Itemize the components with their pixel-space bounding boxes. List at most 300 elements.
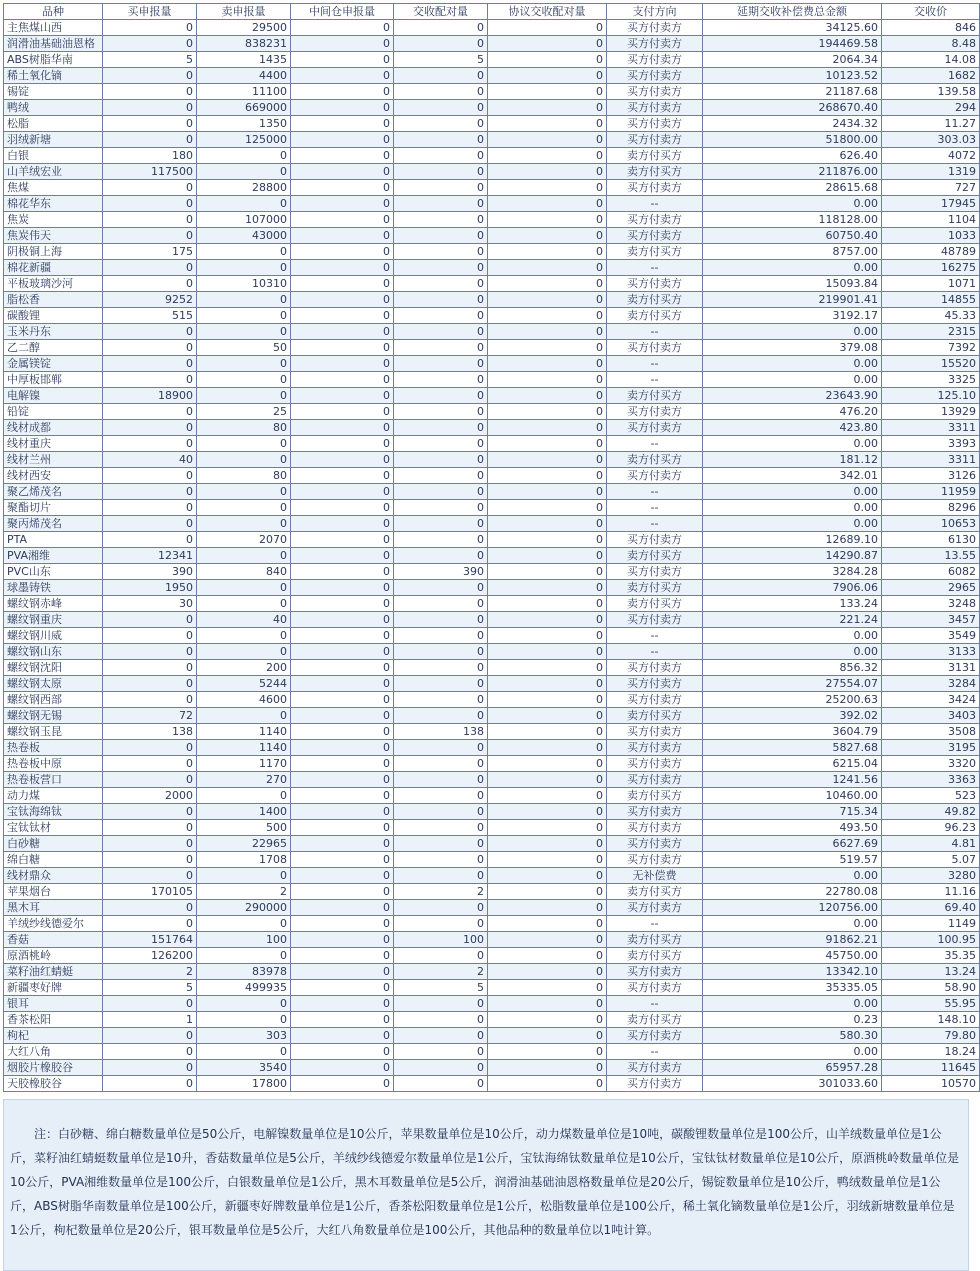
cell-matched-qty: 0	[394, 1012, 488, 1028]
cell-sell-qty: 200	[197, 660, 291, 676]
cell-pay-direction: --	[607, 372, 703, 388]
cell-delivery-price: 727	[882, 180, 980, 196]
cell-variety: 棉花华东	[4, 196, 103, 212]
cell-sell-qty: 0	[197, 996, 291, 1012]
cell-sell-qty: 0	[197, 244, 291, 260]
cell-variety: 白银	[4, 148, 103, 164]
cell-pay-direction: --	[607, 1044, 703, 1060]
cell-sell-qty: 0	[197, 260, 291, 276]
cell-agreement-matched-qty: 0	[488, 964, 607, 980]
cell-pay-direction: 买方付卖方	[607, 900, 703, 916]
cell-pay-direction: --	[607, 628, 703, 644]
cell-sell-qty: 107000	[197, 212, 291, 228]
cell-pay-direction: 买方付卖方	[607, 820, 703, 836]
cell-sell-qty: 1350	[197, 116, 291, 132]
cell-buy-qty: 0	[103, 372, 197, 388]
cell-sell-qty: 0	[197, 484, 291, 500]
cell-pay-direction: 卖方付买方	[607, 884, 703, 900]
cell-compensation-total: 715.34	[703, 804, 882, 820]
cell-matched-qty: 0	[394, 356, 488, 372]
cell-sell-qty: 2070	[197, 532, 291, 548]
cell-buy-qty: 0	[103, 996, 197, 1012]
cell-middle-qty: 0	[291, 756, 394, 772]
cell-buy-qty: 0	[103, 644, 197, 660]
table-row	[4, 484, 980, 500]
cell-buy-qty: 117500	[103, 164, 197, 180]
cell-delivery-price: 13929	[882, 404, 980, 420]
cell-delivery-price: 17945	[882, 196, 980, 212]
table-row	[4, 52, 980, 68]
cell-buy-qty: 151764	[103, 932, 197, 948]
cell-matched-qty: 0	[394, 164, 488, 180]
table-row	[4, 820, 980, 836]
cell-sell-qty: 0	[197, 292, 291, 308]
cell-compensation-total: 493.50	[703, 820, 882, 836]
cell-compensation-total: 194469.58	[703, 36, 882, 52]
cell-agreement-matched-qty: 0	[488, 164, 607, 180]
cell-pay-direction: 买方付卖方	[607, 772, 703, 788]
cell-variety: 苹果烟台	[4, 884, 103, 900]
cell-agreement-matched-qty: 0	[488, 452, 607, 468]
cell-delivery-price: 11.27	[882, 116, 980, 132]
cell-compensation-total: 10123.52	[703, 68, 882, 84]
cell-delivery-price: 11645	[882, 1060, 980, 1076]
cell-matched-qty: 0	[394, 244, 488, 260]
cell-matched-qty: 0	[394, 996, 488, 1012]
cell-agreement-matched-qty: 0	[488, 500, 607, 516]
cell-sell-qty: 0	[197, 1012, 291, 1028]
cell-sell-qty: 0	[197, 500, 291, 516]
cell-middle-qty: 0	[291, 1076, 394, 1092]
cell-delivery-price: 55.95	[882, 996, 980, 1012]
cell-sell-qty: 0	[197, 916, 291, 932]
cell-middle-qty: 0	[291, 916, 394, 932]
cell-agreement-matched-qty: 0	[488, 692, 607, 708]
cell-pay-direction: 买方付卖方	[607, 52, 703, 68]
cell-middle-qty: 0	[291, 436, 394, 452]
cell-sell-qty: 0	[197, 372, 291, 388]
cell-agreement-matched-qty: 0	[488, 724, 607, 740]
cell-variety: 螺纹钢西部	[4, 692, 103, 708]
cell-pay-direction: 卖方付买方	[607, 932, 703, 948]
cell-delivery-price: 14.08	[882, 52, 980, 68]
cell-delivery-price: 8.48	[882, 36, 980, 52]
cell-matched-qty: 0	[394, 372, 488, 388]
cell-compensation-total: 519.57	[703, 852, 882, 868]
cell-delivery-price: 8296	[882, 500, 980, 516]
cell-buy-qty: 0	[103, 852, 197, 868]
cell-middle-qty: 0	[291, 820, 394, 836]
cell-variety: 线材兰州	[4, 452, 103, 468]
cell-sell-qty: 22965	[197, 836, 291, 852]
cell-agreement-matched-qty: 0	[488, 772, 607, 788]
cell-matched-qty: 0	[394, 868, 488, 884]
cell-variety: 电解镍	[4, 388, 103, 404]
cell-matched-qty: 0	[394, 20, 488, 36]
cell-compensation-total: 0.00	[703, 356, 882, 372]
cell-middle-qty: 0	[291, 324, 394, 340]
cell-buy-qty: 0	[103, 356, 197, 372]
cell-sell-qty: 0	[197, 148, 291, 164]
cell-pay-direction: 买方付卖方	[607, 1076, 703, 1092]
cell-variety: 螺纹钢赤峰	[4, 596, 103, 612]
cell-variety: 枸杞	[4, 1028, 103, 1044]
cell-pay-direction: --	[607, 356, 703, 372]
cell-matched-qty: 0	[394, 84, 488, 100]
table-row	[4, 260, 980, 276]
cell-buy-qty: 0	[103, 436, 197, 452]
cell-middle-qty: 0	[291, 132, 394, 148]
table-row	[4, 372, 980, 388]
table-row	[4, 212, 980, 228]
table-row	[4, 388, 980, 404]
cell-sell-qty: 28800	[197, 180, 291, 196]
table-row	[4, 900, 980, 916]
cell-matched-qty: 0	[394, 772, 488, 788]
cell-delivery-price: 4.81	[882, 836, 980, 852]
cell-sell-qty: 2	[197, 884, 291, 900]
cell-compensation-total: 6627.69	[703, 836, 882, 852]
cell-sell-qty: 0	[197, 868, 291, 884]
cell-sell-qty: 838231	[197, 36, 291, 52]
cell-matched-qty: 5	[394, 980, 488, 996]
cell-matched-qty: 0	[394, 196, 488, 212]
cell-middle-qty: 0	[291, 244, 394, 260]
cell-agreement-matched-qty: 0	[488, 548, 607, 564]
table-row	[4, 916, 980, 932]
cell-pay-direction: 买方付卖方	[607, 468, 703, 484]
table-row	[4, 996, 980, 1012]
cell-matched-qty: 0	[394, 644, 488, 660]
cell-variety: PTA	[4, 532, 103, 548]
cell-delivery-price: 3280	[882, 868, 980, 884]
cell-delivery-price: 3195	[882, 740, 980, 756]
cell-agreement-matched-qty: 0	[488, 532, 607, 548]
cell-pay-direction: 买方付卖方	[607, 980, 703, 996]
cell-compensation-total: 392.02	[703, 708, 882, 724]
cell-buy-qty: 0	[103, 228, 197, 244]
cell-pay-direction: 卖方付买方	[607, 948, 703, 964]
table-header-row	[4, 4, 980, 20]
cell-matched-qty: 0	[394, 1028, 488, 1044]
table-row	[4, 308, 980, 324]
table-body	[4, 20, 980, 1092]
cell-pay-direction: 买方付卖方	[607, 676, 703, 692]
cell-pay-direction: 买方付卖方	[607, 724, 703, 740]
cell-pay-direction: --	[607, 260, 703, 276]
cell-sell-qty: 50	[197, 340, 291, 356]
table-row	[4, 436, 980, 452]
cell-middle-qty: 0	[291, 532, 394, 548]
cell-pay-direction: 买方付卖方	[607, 340, 703, 356]
cell-sell-qty: 80	[197, 420, 291, 436]
cell-compensation-total: 51800.00	[703, 132, 882, 148]
cell-delivery-price: 18.24	[882, 1044, 980, 1060]
cell-sell-qty: 1140	[197, 740, 291, 756]
cell-buy-qty: 0	[103, 500, 197, 516]
cell-matched-qty: 0	[394, 388, 488, 404]
cell-sell-qty: 0	[197, 580, 291, 596]
cell-compensation-total: 3604.79	[703, 724, 882, 740]
cell-buy-qty: 18900	[103, 388, 197, 404]
cell-buy-qty: 0	[103, 772, 197, 788]
cell-sell-qty: 29500	[197, 20, 291, 36]
cell-matched-qty: 0	[394, 260, 488, 276]
table-row	[4, 596, 980, 612]
cell-compensation-total: 28615.68	[703, 180, 882, 196]
cell-buy-qty: 170105	[103, 884, 197, 900]
table-row	[4, 340, 980, 356]
cell-pay-direction: 买方付卖方	[607, 404, 703, 420]
table-row	[4, 756, 980, 772]
cell-delivery-price: 3131	[882, 660, 980, 676]
cell-middle-qty: 0	[291, 724, 394, 740]
cell-buy-qty: 0	[103, 1060, 197, 1076]
cell-variety: 棉花新疆	[4, 260, 103, 276]
column-header-agreement-matched-qty: 协议交收配对量	[488, 4, 607, 20]
cell-middle-qty: 0	[291, 1044, 394, 1060]
cell-delivery-price: 16275	[882, 260, 980, 276]
cell-delivery-price: 3311	[882, 420, 980, 436]
cell-middle-qty: 0	[291, 644, 394, 660]
cell-compensation-total: 65957.28	[703, 1060, 882, 1076]
cell-variety: 热卷板中原	[4, 756, 103, 772]
cell-matched-qty: 0	[394, 292, 488, 308]
column-header-middle-qty: 中间仓申报量	[291, 4, 394, 20]
cell-buy-qty: 126200	[103, 948, 197, 964]
cell-middle-qty: 0	[291, 36, 394, 52]
cell-agreement-matched-qty: 0	[488, 580, 607, 596]
cell-delivery-price: 15520	[882, 356, 980, 372]
cell-sell-qty: 4400	[197, 68, 291, 84]
table-row	[4, 404, 980, 420]
cell-sell-qty: 11100	[197, 84, 291, 100]
cell-compensation-total: 21187.68	[703, 84, 882, 100]
cell-delivery-price: 3320	[882, 756, 980, 772]
cell-middle-qty: 0	[291, 948, 394, 964]
cell-compensation-total: 0.00	[703, 644, 882, 660]
cell-pay-direction: 买方付卖方	[607, 564, 703, 580]
table-row	[4, 276, 980, 292]
cell-middle-qty: 0	[291, 20, 394, 36]
cell-variety: 螺纹钢川威	[4, 628, 103, 644]
cell-buy-qty: 0	[103, 36, 197, 52]
cell-pay-direction: 买方付卖方	[607, 132, 703, 148]
cell-agreement-matched-qty: 0	[488, 852, 607, 868]
cell-agreement-matched-qty: 0	[488, 564, 607, 580]
column-header-variety: 品种	[4, 4, 103, 20]
cell-middle-qty: 0	[291, 308, 394, 324]
cell-delivery-price: 1319	[882, 164, 980, 180]
cell-compensation-total: 118128.00	[703, 212, 882, 228]
cell-compensation-total: 0.00	[703, 196, 882, 212]
cell-compensation-total: 0.00	[703, 628, 882, 644]
cell-compensation-total: 626.40	[703, 148, 882, 164]
cell-pay-direction: 买方付卖方	[607, 1028, 703, 1044]
cell-middle-qty: 0	[291, 52, 394, 68]
cell-delivery-price: 3363	[882, 772, 980, 788]
cell-sell-qty: 0	[197, 436, 291, 452]
cell-matched-qty: 0	[394, 708, 488, 724]
cell-sell-qty: 0	[197, 164, 291, 180]
cell-sell-qty: 1170	[197, 756, 291, 772]
cell-pay-direction: 买方付卖方	[607, 1060, 703, 1076]
cell-matched-qty: 0	[394, 628, 488, 644]
cell-sell-qty: 303	[197, 1028, 291, 1044]
cell-compensation-total: 1241.56	[703, 772, 882, 788]
cell-sell-qty: 0	[197, 948, 291, 964]
cell-delivery-price: 79.80	[882, 1028, 980, 1044]
cell-delivery-price: 125.10	[882, 388, 980, 404]
cell-buy-qty: 0	[103, 868, 197, 884]
cell-compensation-total: 0.00	[703, 868, 882, 884]
table-row	[4, 676, 980, 692]
cell-matched-qty: 0	[394, 804, 488, 820]
cell-pay-direction: 卖方付买方	[607, 164, 703, 180]
table-row	[4, 468, 980, 484]
cell-middle-qty: 0	[291, 452, 394, 468]
cell-agreement-matched-qty: 0	[488, 420, 607, 436]
table-row	[4, 612, 980, 628]
cell-agreement-matched-qty: 0	[488, 180, 607, 196]
cell-buy-qty: 9252	[103, 292, 197, 308]
cell-agreement-matched-qty: 0	[488, 404, 607, 420]
cell-delivery-price: 10653	[882, 516, 980, 532]
cell-middle-qty: 0	[291, 420, 394, 436]
cell-pay-direction: 买方付卖方	[607, 180, 703, 196]
cell-agreement-matched-qty: 0	[488, 52, 607, 68]
cell-buy-qty: 0	[103, 660, 197, 676]
cell-compensation-total: 342.01	[703, 468, 882, 484]
cell-buy-qty: 0	[103, 404, 197, 420]
cell-buy-qty: 0	[103, 612, 197, 628]
cell-pay-direction: 卖方付买方	[607, 244, 703, 260]
cell-variety: 香菇	[4, 932, 103, 948]
cell-delivery-price: 11.16	[882, 884, 980, 900]
cell-variety: ABS树脂华南	[4, 52, 103, 68]
cell-compensation-total: 476.20	[703, 404, 882, 420]
cell-agreement-matched-qty: 0	[488, 1028, 607, 1044]
cell-compensation-total: 0.00	[703, 484, 882, 500]
cell-variety: 主焦煤山西	[4, 20, 103, 36]
cell-pay-direction: 买方付卖方	[607, 212, 703, 228]
cell-agreement-matched-qty: 0	[488, 1044, 607, 1060]
table-row	[4, 580, 980, 596]
cell-compensation-total: 45750.00	[703, 948, 882, 964]
cell-buy-qty: 0	[103, 1044, 197, 1060]
cell-agreement-matched-qty: 0	[488, 324, 607, 340]
cell-delivery-price: 49.82	[882, 804, 980, 820]
cell-pay-direction: --	[607, 644, 703, 660]
cell-delivery-price: 3133	[882, 644, 980, 660]
cell-middle-qty: 0	[291, 388, 394, 404]
cell-sell-qty: 0	[197, 548, 291, 564]
cell-matched-qty: 0	[394, 1060, 488, 1076]
delivery-table	[3, 3, 980, 1092]
cell-pay-direction: 卖方付买方	[607, 308, 703, 324]
cell-buy-qty: 1950	[103, 580, 197, 596]
cell-compensation-total: 133.24	[703, 596, 882, 612]
cell-sell-qty: 40	[197, 612, 291, 628]
cell-compensation-total: 22780.08	[703, 884, 882, 900]
table-row	[4, 932, 980, 948]
cell-agreement-matched-qty: 0	[488, 20, 607, 36]
table-row	[4, 20, 980, 36]
cell-matched-qty: 0	[394, 900, 488, 916]
cell-agreement-matched-qty: 0	[488, 388, 607, 404]
cell-matched-qty: 0	[394, 180, 488, 196]
cell-middle-qty: 0	[291, 164, 394, 180]
column-header-pay-direction: 支付方向	[607, 4, 703, 20]
cell-matched-qty: 0	[394, 660, 488, 676]
cell-buy-qty: 0	[103, 756, 197, 772]
column-header-matched-qty: 交收配对量	[394, 4, 488, 20]
table-row	[4, 868, 980, 884]
cell-variety: 螺纹钢太原	[4, 676, 103, 692]
cell-buy-qty: 0	[103, 820, 197, 836]
cell-sell-qty: 0	[197, 356, 291, 372]
cell-buy-qty: 0	[103, 628, 197, 644]
cell-buy-qty: 0	[103, 20, 197, 36]
cell-agreement-matched-qty: 0	[488, 36, 607, 52]
table-row	[4, 980, 980, 996]
cell-variety: 金属镁锭	[4, 356, 103, 372]
cell-matched-qty: 0	[394, 548, 488, 564]
cell-variety: 脂松香	[4, 292, 103, 308]
cell-delivery-price: 14855	[882, 292, 980, 308]
table-row	[4, 228, 980, 244]
cell-variety: 碳酸锂	[4, 308, 103, 324]
cell-sell-qty: 0	[197, 708, 291, 724]
cell-variety: 聚丙烯茂名	[4, 516, 103, 532]
column-header-sell-qty: 卖申报量	[197, 4, 291, 20]
table-row	[4, 740, 980, 756]
cell-sell-qty: 499935	[197, 980, 291, 996]
table-row	[4, 164, 980, 180]
cell-sell-qty: 0	[197, 644, 291, 660]
cell-delivery-price: 3393	[882, 436, 980, 452]
cell-sell-qty: 669000	[197, 100, 291, 116]
cell-compensation-total: 23643.90	[703, 388, 882, 404]
cell-sell-qty: 5244	[197, 676, 291, 692]
cell-compensation-total: 0.00	[703, 516, 882, 532]
cell-buy-qty: 40	[103, 452, 197, 468]
cell-middle-qty: 0	[291, 932, 394, 948]
cell-agreement-matched-qty: 0	[488, 996, 607, 1012]
cell-buy-qty: 0	[103, 1028, 197, 1044]
cell-agreement-matched-qty: 0	[488, 516, 607, 532]
cell-variety: 银耳	[4, 996, 103, 1012]
cell-compensation-total: 12689.10	[703, 532, 882, 548]
cell-matched-qty: 0	[394, 948, 488, 964]
cell-middle-qty: 0	[291, 372, 394, 388]
cell-middle-qty: 0	[291, 660, 394, 676]
cell-delivery-price: 3457	[882, 612, 980, 628]
cell-middle-qty: 0	[291, 516, 394, 532]
cell-sell-qty: 17800	[197, 1076, 291, 1092]
cell-variety: 螺纹钢沈阳	[4, 660, 103, 676]
table-row	[4, 116, 980, 132]
table-row	[4, 628, 980, 644]
cell-compensation-total: 0.00	[703, 996, 882, 1012]
cell-buy-qty: 180	[103, 148, 197, 164]
cell-pay-direction: 买方付卖方	[607, 804, 703, 820]
cell-pay-direction: --	[607, 516, 703, 532]
table-row	[4, 852, 980, 868]
cell-buy-qty: 0	[103, 420, 197, 436]
cell-variety: 玉米丹东	[4, 324, 103, 340]
cell-compensation-total: 301033.60	[703, 1076, 882, 1092]
